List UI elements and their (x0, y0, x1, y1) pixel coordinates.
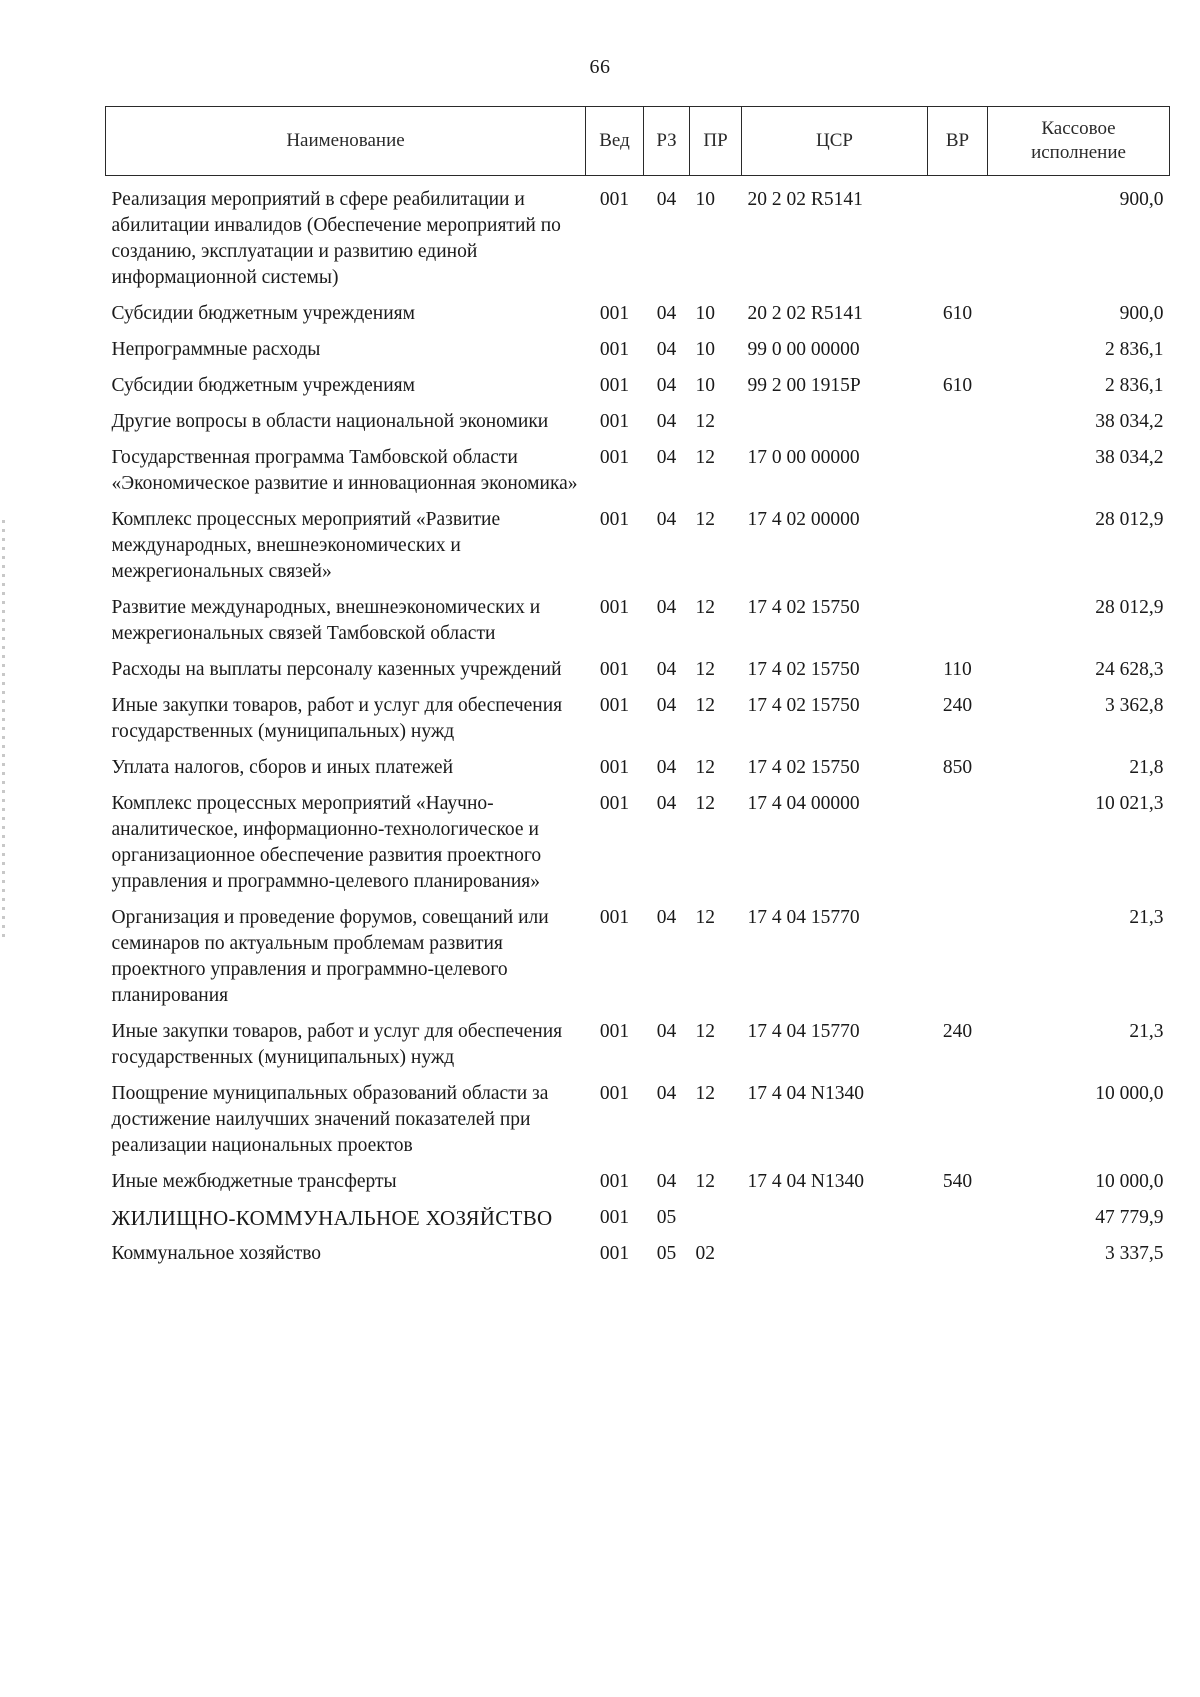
cell-pr: 12 (695, 907, 715, 928)
cell-csr: 17 4 04 N1340 (747, 1083, 864, 1104)
table-row (106, 296, 1170, 332)
cell-sum: 38 034,2 (1095, 447, 1164, 468)
header-sum: Кассовое исполнение (988, 107, 1170, 176)
cell-rz: 04 (656, 1021, 677, 1042)
cell-pr: 12 (695, 793, 715, 814)
cell-sum: 24 628,3 (1095, 659, 1164, 680)
cell-rz: 04 (656, 1083, 677, 1104)
cell-vr (928, 176, 988, 297)
table-row (106, 502, 1170, 590)
cell-ved: 001 (599, 189, 630, 210)
cell-ved: 001 (599, 1207, 630, 1228)
header-vr: ВР (928, 107, 988, 176)
cell-csr: 17 0 00 00000 (747, 447, 860, 468)
cell-ved: 001 (599, 1171, 630, 1192)
header-csr: ЦСР (742, 107, 928, 176)
table-row (106, 750, 1170, 786)
cell-vr (928, 440, 988, 502)
cell-csr: 17 4 04 15770 (747, 1021, 860, 1042)
cell-pr: 12 (695, 411, 715, 432)
cell-name: Расходы на выплаты персоналу казенных учреждений (111, 659, 562, 680)
table-body (106, 176, 1170, 1273)
cell-vr: 610 (942, 303, 973, 324)
cell-sum: 2 836,1 (1105, 339, 1164, 360)
cell-pr: 12 (695, 597, 715, 618)
cell-vr: 110 (943, 659, 972, 680)
cell-sum: 21,8 (1129, 757, 1164, 778)
cell-csr: 17 4 02 15750 (747, 597, 860, 618)
cell-rz: 04 (656, 695, 677, 716)
table-row (106, 176, 1170, 297)
cell-ved: 001 (599, 695, 630, 716)
table-row (106, 1200, 1170, 1236)
cell-sum: 2 836,1 (1105, 375, 1164, 396)
cell-ved: 001 (599, 339, 630, 360)
cell-vr: 540 (942, 1171, 973, 1192)
header-name: Наименование (106, 107, 586, 176)
cell-csr: 99 0 00 00000 (747, 339, 860, 360)
budget-execution-table (105, 106, 1170, 1272)
cell-name: Комплекс процессных мероприятий «Научно-аналитическое, информационно-технологическое и организационное обеспечение развития проектного управления и программно-целевого планирования» (111, 793, 542, 892)
table-row (106, 1076, 1170, 1164)
cell-csr: 17 4 02 15750 (747, 695, 860, 716)
cell-ved: 001 (599, 447, 630, 468)
table-row (106, 1014, 1170, 1076)
cell-name: Иные закупки товаров, работ и услуг для обеспечения государственных (муниципальных) нужд (111, 695, 563, 742)
cell-vr (928, 1236, 988, 1272)
cell-sum: 47 779,9 (1095, 1207, 1164, 1228)
cell-pr: 10 (695, 339, 715, 360)
cell-ved: 001 (599, 375, 630, 396)
cell-ved: 001 (599, 1243, 630, 1264)
cell-vr (928, 502, 988, 590)
cell-rz: 04 (656, 907, 677, 928)
cell-csr: 17 4 04 15770 (747, 907, 860, 928)
cell-sum: 900,0 (1119, 189, 1164, 210)
cell-name: ЖИЛИЩНО-КОММУНАЛЬНОЕ ХОЗЯЙСТВО (111, 1206, 553, 1230)
cell-sum: 10 021,3 (1095, 793, 1164, 814)
cell-vr (928, 786, 988, 900)
table-row (106, 1236, 1170, 1272)
cell-sum: 900,0 (1119, 303, 1164, 324)
header-pr: ПР (690, 107, 742, 176)
cell-pr: 10 (695, 189, 715, 210)
cell-vr (928, 1076, 988, 1164)
cell-ved: 001 (599, 907, 630, 928)
cell-pr: 12 (695, 509, 715, 530)
table-row (106, 786, 1170, 900)
cell-ved: 001 (599, 757, 630, 778)
page-number: 66 (589, 56, 611, 78)
cell-pr: 12 (695, 695, 715, 716)
cell-name: Развитие международных, внешнеэкономических и межрегиональных связей Тамбовской области (111, 597, 541, 644)
cell-rz: 04 (656, 597, 677, 618)
cell-pr: 10 (695, 303, 715, 324)
table-row (106, 900, 1170, 1014)
table-row (106, 590, 1170, 652)
cell-sum: 28 012,9 (1095, 509, 1164, 530)
cell-rz: 04 (656, 659, 677, 680)
cell-vr (928, 332, 988, 368)
table-row (106, 1164, 1170, 1200)
table-row (106, 368, 1170, 404)
cell-rz: 05 (656, 1243, 677, 1264)
cell-pr: 12 (695, 757, 715, 778)
cell-rz: 04 (656, 303, 677, 324)
cell-vr: 240 (942, 1021, 973, 1042)
cell-sum: 3 362,8 (1105, 695, 1164, 716)
cell-ved: 001 (599, 1021, 630, 1042)
cell-rz: 04 (656, 793, 677, 814)
cell-rz: 04 (656, 411, 677, 432)
cell-sum: 28 012,9 (1095, 597, 1164, 618)
cell-vr (928, 404, 988, 440)
header-ved: Вед (586, 107, 644, 176)
cell-rz: 04 (656, 1171, 677, 1192)
cell-rz: 04 (656, 447, 677, 468)
cell-csr: 99 2 00 1915Р (747, 375, 861, 396)
cell-name: Иные межбюджетные трансферты (111, 1171, 397, 1192)
cell-vr (928, 900, 988, 1014)
cell-csr (742, 1236, 928, 1272)
cell-pr: 02 (695, 1243, 715, 1264)
cell-pr: 12 (695, 447, 715, 468)
table-header (106, 107, 1170, 176)
cell-rz: 04 (656, 757, 677, 778)
cell-ved: 001 (599, 303, 630, 324)
cell-ved: 001 (599, 659, 630, 680)
cell-sum: 10 000,0 (1095, 1083, 1164, 1104)
cell-ved: 001 (599, 411, 630, 432)
table-row (106, 404, 1170, 440)
cell-sum: 21,3 (1129, 907, 1164, 928)
cell-name: Поощрение муниципальных образований области за достижение наилучших значений показателей при реализации национальных проектов (111, 1083, 549, 1156)
cell-sum: 3 337,5 (1105, 1243, 1164, 1264)
cell-sum: 38 034,2 (1095, 411, 1164, 432)
cell-vr: 610 (942, 375, 973, 396)
cell-name: Уплата налогов, сборов и иных платежей (111, 757, 454, 778)
cell-name: Иные закупки товаров, работ и услуг для обеспечения государственных (муниципальных) нужд (111, 1021, 563, 1068)
cell-pr: 12 (695, 1171, 715, 1192)
cell-rz: 04 (656, 509, 677, 530)
scan-margin-marks (2, 520, 5, 940)
table-row (106, 440, 1170, 502)
cell-csr: 17 4 04 00000 (747, 793, 860, 814)
cell-csr (742, 404, 928, 440)
cell-vr: 240 (942, 695, 973, 716)
cell-name: Комплекс процессных мероприятий «Развитие международных, внешнеэкономических и межрегиональных связей» (111, 509, 501, 582)
cell-rz: 04 (656, 375, 677, 396)
cell-name: Коммунальное хозяйство (111, 1243, 322, 1264)
table-row (106, 652, 1170, 688)
cell-ved: 001 (599, 509, 630, 530)
cell-csr: 17 4 02 00000 (747, 509, 860, 530)
cell-csr: 20 2 02 R5141 (747, 189, 863, 210)
cell-csr: 20 2 02 R5141 (747, 303, 863, 324)
cell-rz: 05 (656, 1207, 677, 1228)
cell-name: Государственная программа Тамбовской области «Экономическое развитие и инновационная экономика» (111, 447, 578, 494)
cell-name: Организация и проведение форумов, совещаний или семинаров по актуальным проблемам развития проектного управления и программно-целевого планирования (111, 907, 549, 1006)
cell-csr: 17 4 02 15750 (747, 659, 860, 680)
cell-pr: 10 (695, 375, 715, 396)
cell-ved: 001 (599, 793, 630, 814)
cell-ved: 001 (599, 597, 630, 618)
cell-name: Непрограммные расходы (111, 339, 321, 360)
cell-vr (928, 590, 988, 652)
cell-name: Другие вопросы в области национальной экономики (111, 411, 549, 432)
cell-sum: 21,3 (1129, 1021, 1164, 1042)
cell-name: Субсидии бюджетным учреждениям (111, 375, 415, 396)
cell-sum: 10 000,0 (1095, 1171, 1164, 1192)
cell-rz: 04 (656, 189, 677, 210)
header-row (106, 107, 1170, 176)
cell-pr: 12 (695, 659, 715, 680)
header-rz: РЗ (644, 107, 690, 176)
cell-name: Субсидии бюджетным учреждениям (111, 303, 415, 324)
cell-vr (928, 1200, 988, 1236)
cell-csr (742, 1200, 928, 1236)
cell-ved: 001 (599, 1083, 630, 1104)
cell-pr: 12 (695, 1021, 715, 1042)
cell-rz: 04 (656, 339, 677, 360)
table-row (106, 688, 1170, 750)
cell-csr: 17 4 02 15750 (747, 757, 860, 778)
cell-pr (690, 1200, 742, 1236)
cell-vr: 850 (942, 757, 973, 778)
cell-name: Реализация мероприятий в сфере реабилитации и абилитации инвалидов (Обеспечение мероприятий по созданию, эксплуатации и развитию единой информационной системы) (111, 189, 561, 288)
cell-csr: 17 4 04 N1340 (747, 1171, 864, 1192)
cell-pr: 12 (695, 1083, 715, 1104)
table-row (106, 332, 1170, 368)
